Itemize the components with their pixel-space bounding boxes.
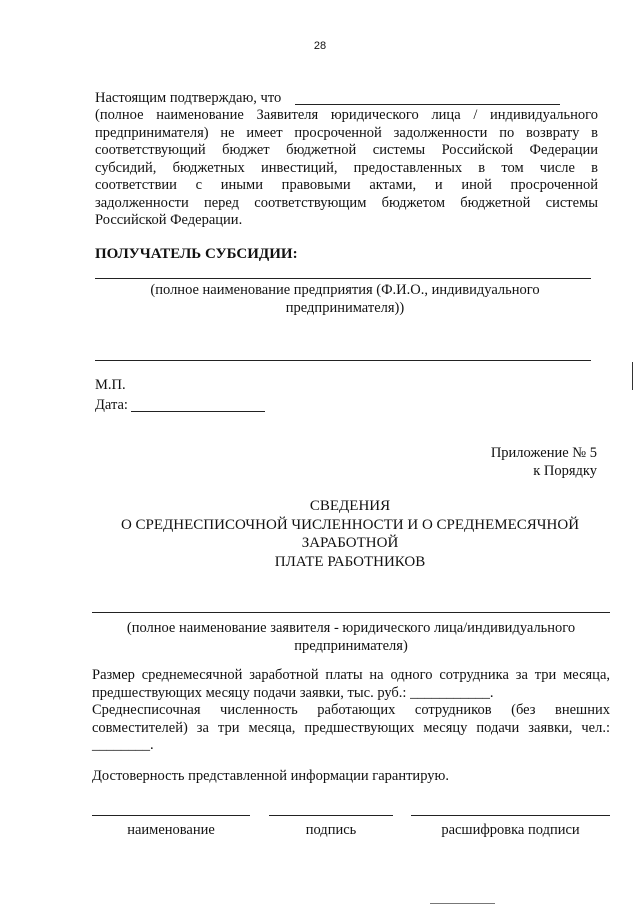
confirmation-lead-row — [95, 90, 565, 108]
confirmation-body — [95, 107, 598, 230]
recipient-caption-2: предпринимателя)) — [285, 300, 405, 316]
date-label: Дата: — [95, 397, 128, 413]
scan-edge-mark — [430, 903, 495, 904]
salary-line-2-text: предшествующих месяцу подачи заявки, тыс. руб.: — [92, 684, 411, 701]
page-number: 28 — [313, 40, 327, 52]
signature-name-line — [92, 815, 250, 816]
scan-margin-mark — [632, 362, 633, 390]
applicant-name-blank — [295, 104, 560, 105]
confirmation-line-6: задолженности перед соответствующим бюджетом бюджетной системы — [95, 194, 598, 211]
recipient-name-line — [95, 278, 591, 279]
signature-decode-line — [411, 815, 610, 816]
confirmation-line-2: предпринимателя) не имеет просроченной задолженности по возврату в — [95, 124, 598, 141]
applicant-caption-2: предпринимателя) — [294, 638, 408, 654]
headcount-value-blank[interactable]: ________. — [92, 737, 154, 753]
stamp-label: М.П. — [95, 377, 126, 393]
salary-line-2 — [92, 685, 610, 703]
confirmation-lead: Настоящим подтверждаю, что — [95, 90, 282, 106]
document-title — [60, 497, 640, 571]
recipient-heading: ПОЛУЧАТЕЛЬ СУБСИДИИ: — [95, 246, 298, 262]
title-line-2: О СРЕДНЕСПИСОЧНОЙ ЧИСЛЕННОСТИ И О СРЕДНЕМЕСЯЧНОЙ — [120, 516, 580, 533]
confirmation-line-1: (полное наименование Заявителя юридического лица / индивидуального — [95, 107, 598, 123]
title-line-3: ЗАРАБОТНОЙ — [301, 535, 399, 551]
date-blank — [131, 411, 265, 412]
confirmation-line-5: соответствии с иными правовыми актами, и иной просроченной — [95, 177, 598, 193]
headcount-line-2: совместителей) за три месяца, предшествующих месяцу подачи заявки, чел.: — [92, 719, 610, 736]
confirmation-line-3: соответствующий бюджет бюджетной системы Российской Федерации — [95, 142, 598, 158]
signature-name-label: наименование — [127, 822, 215, 838]
signature-sign-label: подпись — [305, 822, 357, 838]
applicant-caption-1: (полное наименование заявителя - юридического лица/индивидуального — [126, 620, 576, 636]
applicant-full-name-line — [92, 612, 610, 613]
recipient-caption-1: (полное наименование предприятия (Ф.И.О., индивидуального — [150, 282, 540, 298]
headcount-line-1: Среднесписочная численность работающих сотрудников (без внешних — [92, 702, 610, 718]
signature-decode-label: расшифровка подписи — [441, 822, 580, 838]
salary-line-1: Размер среднемесячной заработной платы на одного сотрудника за три месяца, — [92, 667, 610, 683]
signature-sign-line — [269, 815, 393, 816]
salary-and-headcount — [92, 667, 610, 755]
confirmation-last-line: Российской Федерации. — [95, 212, 243, 228]
title-line-1: СВЕДЕНИЯ — [309, 498, 391, 514]
confirmation-line-4: субсидий, бюджетных инвестиций, предоставленных в том числе в — [95, 159, 598, 176]
guarantee-statement: Достоверность представленной информации гарантирую. — [92, 768, 449, 784]
appendix-order: к Порядку — [533, 463, 597, 479]
recipient-signature-line — [95, 360, 591, 361]
title-line-4: ПЛАТЕ РАБОТНИКОВ — [274, 553, 426, 570]
salary-value-blank[interactable]: ___________. — [410, 684, 494, 701]
appendix-label: Приложение № 5 — [490, 445, 597, 461]
